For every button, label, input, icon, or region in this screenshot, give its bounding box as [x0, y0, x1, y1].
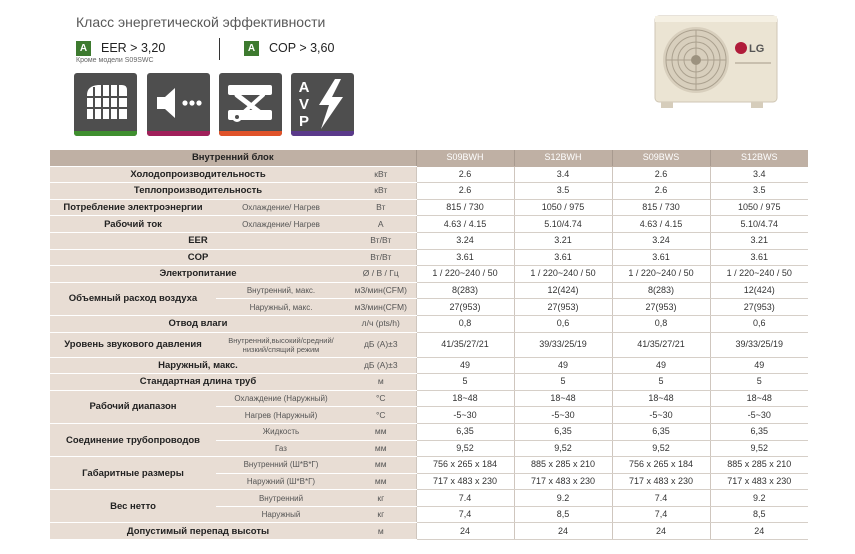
table-row	[50, 199, 808, 216]
cell-value: 4.63 / 4.15	[416, 216, 514, 233]
cell-value: 3.61	[416, 249, 514, 266]
row-unit: °C	[346, 390, 416, 407]
cell-value: 2.6	[612, 183, 710, 200]
cell-value: 6,35	[612, 423, 710, 440]
cell-value: 1 / 220~240 / 50	[416, 266, 514, 283]
cell-value: 6,35	[514, 423, 612, 440]
cell-value: 885 x 285 x 210	[514, 457, 612, 474]
cop-label: COP > 3,60	[269, 41, 335, 55]
cell-value: 5.10/4.74	[514, 216, 612, 233]
cell-value: 27(953)	[710, 299, 808, 316]
table-row	[50, 332, 808, 357]
table-row	[50, 523, 808, 540]
row-unit: кг	[346, 506, 416, 523]
row-unit: А	[346, 216, 416, 233]
cell-value: 1 / 220~240 / 50	[612, 266, 710, 283]
cell-value: 0,6	[710, 315, 808, 332]
cell-value: 0,6	[514, 315, 612, 332]
cell-value: 24	[612, 523, 710, 540]
cell-value: 9,52	[612, 440, 710, 457]
row-sublabel: Наружний (Ш*В*Г)	[216, 473, 346, 490]
cell-value: 717 x 483 x 230	[416, 473, 514, 490]
row-sublabel: Жидкость	[216, 423, 346, 440]
cell-value: 12(424)	[514, 282, 612, 299]
cell-value: 39/33/25/19	[710, 332, 808, 357]
model-header: S12BWS	[710, 150, 808, 166]
cell-value: 49	[514, 357, 612, 374]
model-header: S09BWS	[612, 150, 710, 166]
row-label: Потребление электроэнергии	[50, 199, 216, 216]
cell-value: 24	[710, 523, 808, 540]
row-unit: °C	[346, 407, 416, 424]
avp-letter-a: A	[298, 79, 310, 96]
table-row	[50, 282, 808, 299]
table-row	[50, 249, 808, 266]
cell-value: 3.5	[710, 183, 808, 200]
cell-value: 24	[416, 523, 514, 540]
row-sublabel: Охлаждение/ Нагрев	[216, 199, 346, 216]
row-unit: м	[346, 374, 416, 391]
cell-value: 815 / 730	[612, 199, 710, 216]
cell-value: 3.61	[612, 249, 710, 266]
cell-value: 9.2	[710, 490, 808, 507]
row-label: Соединение трубопроводов	[50, 423, 216, 456]
row-unit: м	[346, 523, 416, 540]
row-sublabel: Нагрев (Наружный)	[216, 407, 346, 424]
table-header-row	[50, 150, 808, 166]
cell-value: 756 x 265 x 184	[416, 457, 514, 474]
cell-value: 1050 / 975	[514, 199, 612, 216]
cop-class-badge: A	[244, 41, 259, 56]
row-label: Отвод влаги	[50, 315, 346, 332]
avp-lightning-icon-accent	[291, 131, 354, 136]
cell-value: 756 x 265 x 184	[612, 457, 710, 474]
model-header: S12BWH	[514, 150, 612, 166]
model-note: Кроме модели S09SWC	[76, 57, 154, 64]
cell-value: 815 / 730	[416, 199, 514, 216]
row-label: COP	[50, 249, 346, 266]
cell-value: 6,35	[710, 423, 808, 440]
cell-value: 27(953)	[416, 299, 514, 316]
cell-value: 3.4	[514, 166, 612, 183]
cell-value: 5	[514, 374, 612, 391]
cell-value: 5	[416, 374, 514, 391]
row-unit: мм	[346, 423, 416, 440]
row-label: Габаритные размеры	[50, 457, 216, 490]
cell-value: 7,4	[612, 506, 710, 523]
cell-value: 3.24	[612, 232, 710, 249]
cop-rating	[244, 38, 334, 58]
row-unit: Вт/Вт	[346, 249, 416, 266]
table-row	[50, 374, 808, 391]
cell-value: 8(283)	[612, 282, 710, 299]
cell-value: 3.61	[514, 249, 612, 266]
row-sublabel: Охлаждение/ Нагрев	[216, 216, 346, 233]
row-unit: мм	[346, 440, 416, 457]
cell-value: 717 x 483 x 230	[612, 473, 710, 490]
eer-class-badge: A	[76, 41, 91, 56]
cell-value: 3.21	[710, 232, 808, 249]
outdoor-unit-image	[651, 10, 781, 110]
table-row	[50, 457, 808, 474]
table-row	[50, 423, 808, 440]
cell-value: 18~48	[416, 390, 514, 407]
filter-icon-accent	[74, 131, 137, 136]
row-unit: кг	[346, 490, 416, 507]
page-title: Класс энергетической эффективности	[76, 14, 326, 30]
row-label: Рабочий ток	[50, 216, 216, 233]
cell-value: 3.21	[514, 232, 612, 249]
row-unit: дБ (А)±3	[346, 332, 416, 357]
row-unit: Вт/Вт	[346, 232, 416, 249]
row-label: Уровень звукового давления	[50, 332, 216, 357]
avp-letter-v: V	[298, 96, 310, 113]
cell-value: 3.24	[416, 232, 514, 249]
cell-value: -5~30	[416, 407, 514, 424]
cell-value: 0,8	[612, 315, 710, 332]
header-label: Внутренний блок	[50, 150, 416, 166]
table-row	[50, 183, 808, 200]
row-unit: м3/мин(CFM)	[346, 299, 416, 316]
row-unit: мм	[346, 473, 416, 490]
row-label: Теплопроизводительность	[50, 183, 346, 200]
eer-rating	[76, 38, 165, 58]
avp-lightning-icon	[291, 73, 354, 136]
cell-value: 3.5	[514, 183, 612, 200]
row-label: Допустимый перепад высоты	[50, 523, 346, 540]
table-row	[50, 232, 808, 249]
cell-value: 9.2	[514, 490, 612, 507]
row-unit: Ø / В / Гц	[346, 266, 416, 283]
cell-value: 4.63 / 4.15	[612, 216, 710, 233]
cell-value: 18~48	[514, 390, 612, 407]
model-header: S09BWH	[416, 150, 514, 166]
row-label: Электропитание	[50, 266, 346, 283]
cell-value: 18~48	[612, 390, 710, 407]
table-row	[50, 315, 808, 332]
cell-value: 7.4	[416, 490, 514, 507]
eer-label: EER > 3,20	[101, 41, 166, 55]
row-sublabel: Наружный	[216, 506, 346, 523]
cell-value: -5~30	[710, 407, 808, 424]
cell-value: 27(953)	[514, 299, 612, 316]
cell-value: 41/35/27/21	[416, 332, 514, 357]
avp-letter-p: P	[298, 113, 310, 130]
row-label: Холодопроизводительность	[50, 166, 346, 183]
cell-value: 49	[416, 357, 514, 374]
silent-sound-icon	[147, 73, 210, 136]
cell-value: 9,52	[416, 440, 514, 457]
rating-divider	[219, 38, 220, 60]
cell-value: 1 / 220~240 / 50	[514, 266, 612, 283]
cell-value: 24	[514, 523, 612, 540]
cell-value: 8(283)	[416, 282, 514, 299]
cell-value: 5	[612, 374, 710, 391]
cell-value: 2.6	[416, 166, 514, 183]
row-label: Рабочий диапазон	[50, 390, 216, 423]
table-row	[50, 216, 808, 233]
cell-value: 9,52	[514, 440, 612, 457]
cell-value: 1050 / 975	[710, 199, 808, 216]
cell-value: 49	[612, 357, 710, 374]
specs-table	[50, 150, 808, 540]
cell-value: 8,5	[710, 506, 808, 523]
cell-value: 885 x 285 x 210	[710, 457, 808, 474]
service-tools-icon-accent	[219, 131, 282, 136]
cell-value: 717 x 483 x 230	[710, 473, 808, 490]
row-unit: дБ (А)±3	[346, 357, 416, 374]
row-label: EER	[50, 232, 346, 249]
cell-value: 8,5	[514, 506, 612, 523]
row-label: Стандартная длина труб	[50, 374, 346, 391]
row-sublabel: Охлаждение (Наружный)	[216, 390, 346, 407]
row-sublabel: Внутренний, макс.	[216, 282, 346, 299]
cell-value: 6,35	[416, 423, 514, 440]
cell-value: 49	[710, 357, 808, 374]
cell-value: 18~48	[710, 390, 808, 407]
table-row	[50, 166, 808, 183]
row-unit: мм	[346, 457, 416, 474]
silent-sound-icon-accent	[147, 131, 210, 136]
cell-value: 7,4	[416, 506, 514, 523]
cell-value: 9,52	[710, 440, 808, 457]
cell-value: 41/35/27/21	[612, 332, 710, 357]
cell-value: 7.4	[612, 490, 710, 507]
filter-icon	[74, 73, 137, 136]
table-row	[50, 390, 808, 407]
cell-value: 39/33/25/19	[514, 332, 612, 357]
cell-value: 5.10/4.74	[710, 216, 808, 233]
row-unit: кВт	[346, 183, 416, 200]
cell-value: 12(424)	[710, 282, 808, 299]
cell-value: 0,8	[416, 315, 514, 332]
cell-value: 2.6	[416, 183, 514, 200]
table-row	[50, 490, 808, 507]
table-row	[50, 357, 808, 374]
cell-value: 3.4	[710, 166, 808, 183]
row-sublabel: Наружный, макс.	[216, 299, 346, 316]
cell-value: 27(953)	[612, 299, 710, 316]
row-unit: л/ч (pts/h)	[346, 315, 416, 332]
cell-value: -5~30	[612, 407, 710, 424]
row-sublabel: Внутренний	[216, 490, 346, 507]
row-sublabel: Газ	[216, 440, 346, 457]
row-sublabel: Внутренний,высокий/средний/ низкий/спящий режим	[216, 332, 346, 357]
cell-value: 3.61	[710, 249, 808, 266]
row-label: Наружный, макс.	[50, 357, 346, 374]
service-tools-icon	[219, 73, 282, 136]
row-label: Вес нетто	[50, 490, 216, 523]
cell-value: 5	[710, 374, 808, 391]
cell-value: 717 x 483 x 230	[514, 473, 612, 490]
row-unit: м3/мин(CFM)	[346, 282, 416, 299]
cell-value: 2.6	[612, 166, 710, 183]
row-unit: Вт	[346, 199, 416, 216]
row-unit: кВт	[346, 166, 416, 183]
table-row	[50, 266, 808, 283]
row-label: Объемный расход воздуха	[50, 282, 216, 315]
cell-value: -5~30	[514, 407, 612, 424]
row-sublabel: Внутренний (Ш*В*Г)	[216, 457, 346, 474]
brand-logo: LG	[749, 43, 765, 55]
cell-value: 1 / 220~240 / 50	[710, 266, 808, 283]
